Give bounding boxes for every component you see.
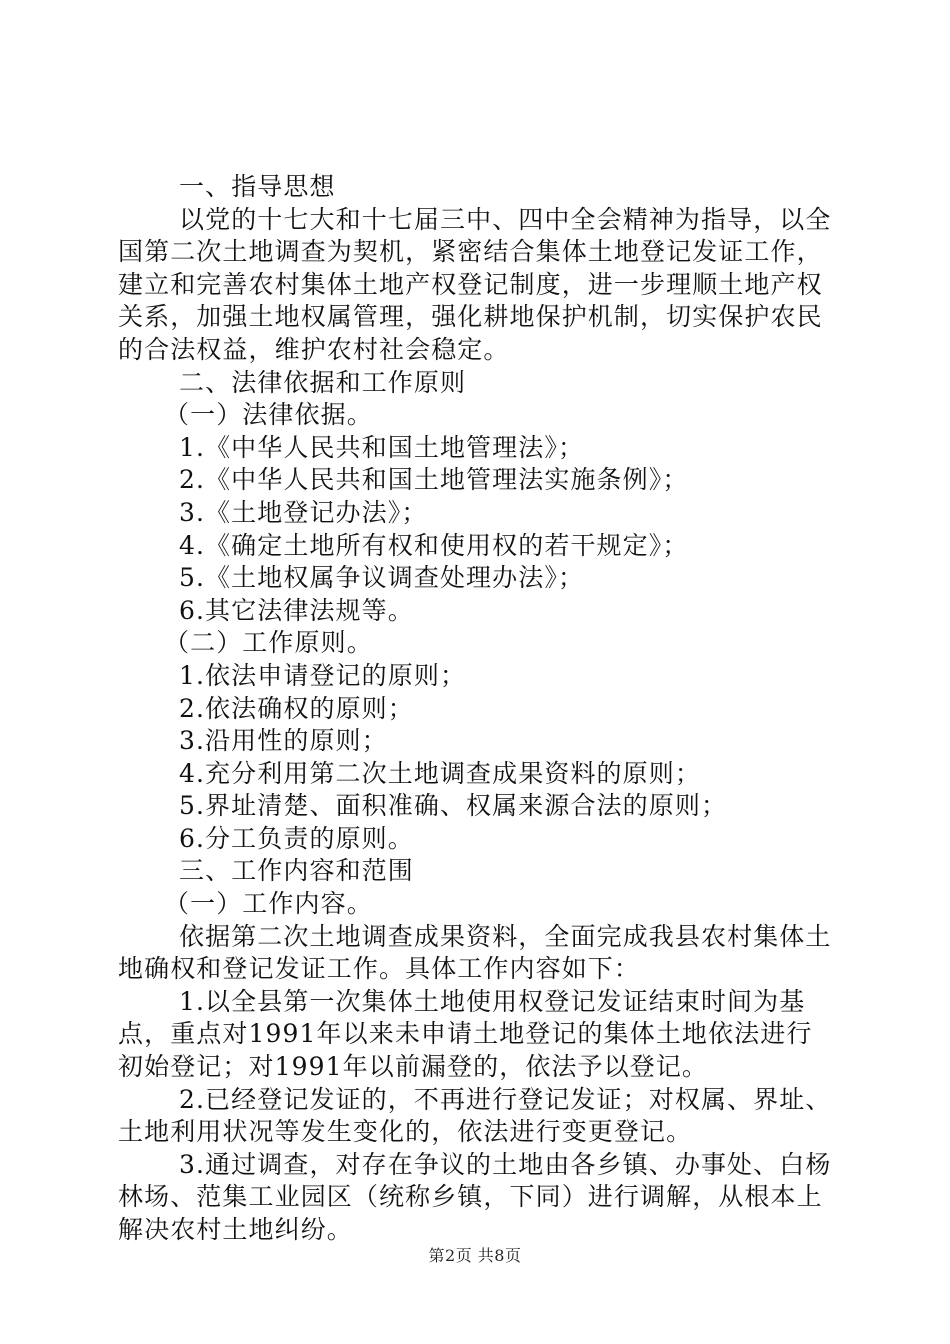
- paragraph: 6.其它法律法规等。: [179, 595, 414, 625]
- paragraph: 1.依法申请登记的原则；: [179, 660, 467, 690]
- paragraph: 4.充分利用第二次土地调查成果资料的原则；: [179, 758, 701, 788]
- paragraph: 一、指导思想: [179, 172, 336, 201]
- paragraph: 3.《土地登记办法》；: [179, 497, 428, 527]
- paragraph: 3.沿用性的原则；: [179, 726, 388, 756]
- paragraph: 二、法律依据和工作原则: [179, 367, 467, 397]
- page-footer: 第2页 共8页: [428, 1246, 522, 1265]
- paragraph: （二）工作原则。: [164, 628, 373, 658]
- paragraph: （一）法律依据。: [164, 400, 373, 430]
- paragraph: 2.《中华人民共和国土地管理法实施条例》；: [179, 465, 689, 495]
- paragraph: 1.以全县第一次集体土地使用权登记发证结束时间为基点，重点对1991年以来未申请土地登记的集体土地依法进行初始登记；对1991年以前漏登的，依法予以登记。: [118, 986, 813, 1082]
- paragraph: 以党的十七大和十七届三中、四中全会精神为指导，以全国第二次土地调查为契机，紧密结合集体土地登记发证工作，建立和完善农村集体土地产权登记制度，进一步理顺土地产权关系，加强土地权属管理，强化耕地保护机制，切实保护农民的合法权益，维护农村社会稳定。: [118, 204, 832, 364]
- paragraph: 5.界址清楚、面积准确、权属来源合法的原则；: [179, 791, 728, 821]
- paragraph: 三、工作内容和范围: [179, 856, 414, 886]
- paragraph: 依据第二次土地调查成果资料，全面完成我县农村集体土地确权和登记发证工作。具体工作内容如下：: [118, 921, 832, 984]
- paragraph: 2.依法确权的原则；: [179, 693, 414, 723]
- paragraph: （一）工作内容。: [164, 889, 373, 919]
- paragraph: 2.已经登记发证的，不再进行登记发证；对权属、界址、土地利用状况等发生变化的，依法进行变更登记。: [118, 1084, 832, 1147]
- paragraph: 5.《土地权属争议调查处理办法》；: [179, 563, 585, 593]
- paragraph: 1.《中华人民共和国土地管理法》；: [179, 432, 585, 462]
- paragraph: 4.《确定土地所有权和使用权的若干规定》；: [179, 530, 689, 560]
- paragraph: 6.分工负责的原则。: [179, 823, 414, 853]
- document-body: [118, 171, 834, 1247]
- paragraph: 3.通过调查，对存在争议的土地由各乡镇、办事处、白杨林场、范集工业园区（统称乡镇，下同）进行调解，从根本上解决农村土地纠纷。: [118, 1149, 832, 1244]
